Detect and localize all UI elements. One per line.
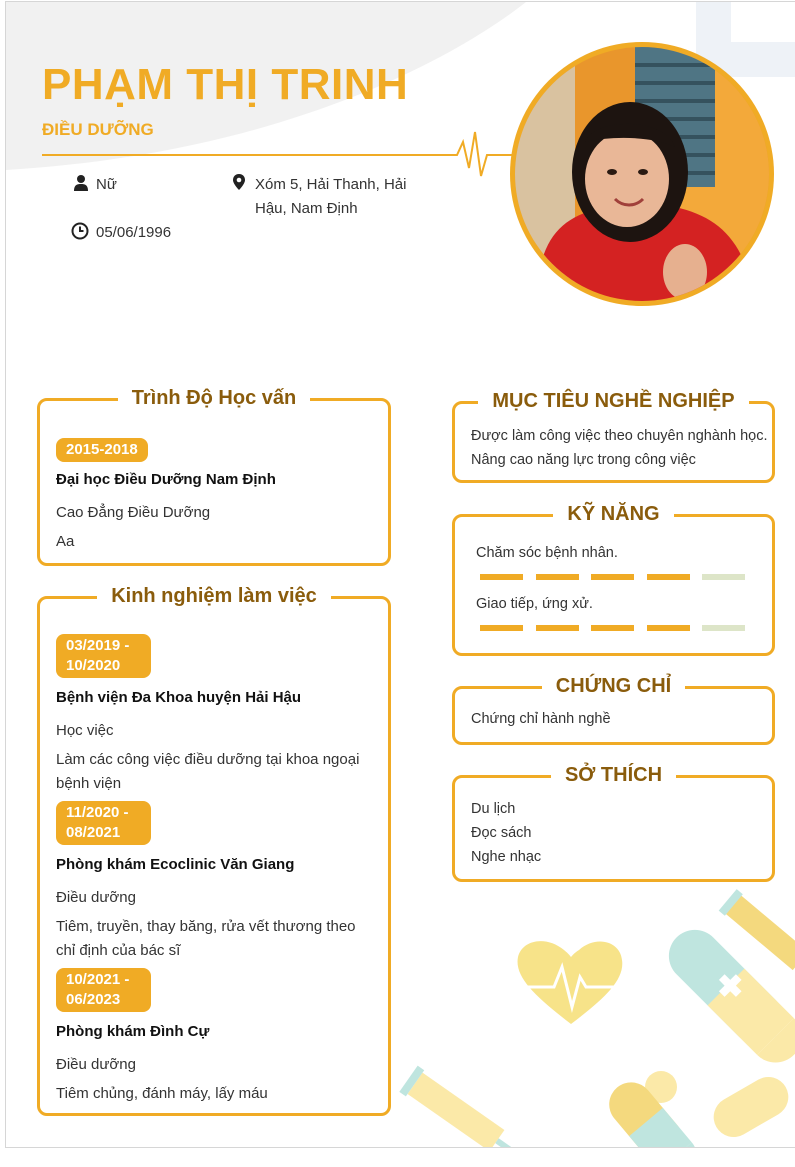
- resume-page: [5, 1, 795, 1148]
- hobby-item: Nghe nhạc: [471, 849, 542, 865]
- skill-name: Chăm sóc bệnh nhân.: [476, 545, 618, 561]
- experience-org: Bệnh viện Đa Khoa huyện Hải Hậu: [56, 689, 302, 706]
- candidate-role: ĐIỀU DƯỠNG: [42, 120, 154, 139]
- skill-bar-filled: [647, 574, 690, 580]
- skill-bar-filled: [480, 574, 523, 580]
- avatar: [510, 42, 774, 306]
- experience-org: Phòng khám Ecoclinic Văn Giang: [56, 856, 295, 873]
- objective-section: [452, 390, 775, 483]
- certificate-item: Chứng chỉ hành nghề: [471, 711, 611, 727]
- skill-bar-filled: [591, 574, 634, 580]
- education-title: Trình Độ Học vấn: [118, 387, 310, 409]
- objective-title: MỤC TIÊU NGHỀ NGHIỆP: [478, 390, 748, 412]
- experience-desc: Tiêm chủng, đánh máy, lấy máu: [56, 1085, 268, 1102]
- hobby-item: Đọc sách: [471, 825, 532, 841]
- skill-bar-filled: [480, 625, 523, 631]
- experience-section: [37, 585, 391, 1116]
- skill-bar-filled: [647, 625, 690, 631]
- skill-name: Giao tiếp, ứng xử.: [476, 596, 593, 612]
- skill-bar-empty: [702, 625, 745, 631]
- hobbies-title: SỞ THÍCH: [551, 764, 676, 786]
- skill-bar-empty: [702, 574, 745, 580]
- education-school: Đại học Điều Dưỡng Nam Định: [56, 471, 276, 488]
- education-note: Aa: [56, 533, 75, 550]
- map-pin-icon: [230, 173, 248, 191]
- experience-desc: Tiêm, truyền, thay băng, rửa vết thương theo chỉ định của bác sĩ: [56, 918, 356, 959]
- skill-level: [480, 574, 750, 580]
- person-icon: [72, 174, 90, 192]
- experience-period: 11/2020 - 08/2021: [56, 801, 151, 845]
- education-section: [37, 387, 391, 566]
- experience-period: 10/2021 - 06/2023: [56, 968, 151, 1012]
- skill-bar-filled: [536, 625, 579, 631]
- hobbies-section: [452, 764, 775, 882]
- experience-desc: Làm các công việc điều dưỡng tại khoa ngoại bệnh viện: [56, 751, 360, 792]
- clock-icon: [71, 222, 89, 240]
- experience-title: Kinh nghiệm làm việc: [97, 585, 331, 607]
- experience-position: Điều dưỡng: [56, 889, 136, 906]
- experience-org: Phòng khám Đình Cự: [56, 1023, 210, 1040]
- skill-level: [480, 625, 750, 631]
- experience-period: 03/2019 - 10/2020: [56, 634, 151, 678]
- experience-position: Điều dưỡng: [56, 1056, 136, 1073]
- certificates-title: CHỨNG CHỈ: [542, 675, 685, 697]
- address-value: Xóm 5, Hải Thanh, Hải Hậu, Nam Định: [255, 176, 407, 217]
- candidate-name: PHẠM THỊ TRINH: [42, 60, 409, 109]
- hobby-item: Du lịch: [471, 801, 516, 817]
- certificates-section: [452, 675, 775, 745]
- objective-text: Được làm công việc theo chuyên nghành học. Nâng cao năng lực trong công việc: [471, 428, 768, 468]
- education-period: 2015-2018: [56, 438, 148, 462]
- education-degree: Cao Đẳng Điều Dưỡng: [56, 504, 211, 521]
- birthdate-value: 05/06/1996: [96, 224, 172, 241]
- skill-bar-filled: [591, 625, 634, 631]
- skills-title: KỸ NĂNG: [553, 503, 673, 525]
- experience-position: Học việc: [56, 722, 114, 739]
- gender-value: Nữ: [96, 176, 117, 193]
- skills-section: [452, 503, 775, 656]
- skill-bar-filled: [536, 574, 579, 580]
